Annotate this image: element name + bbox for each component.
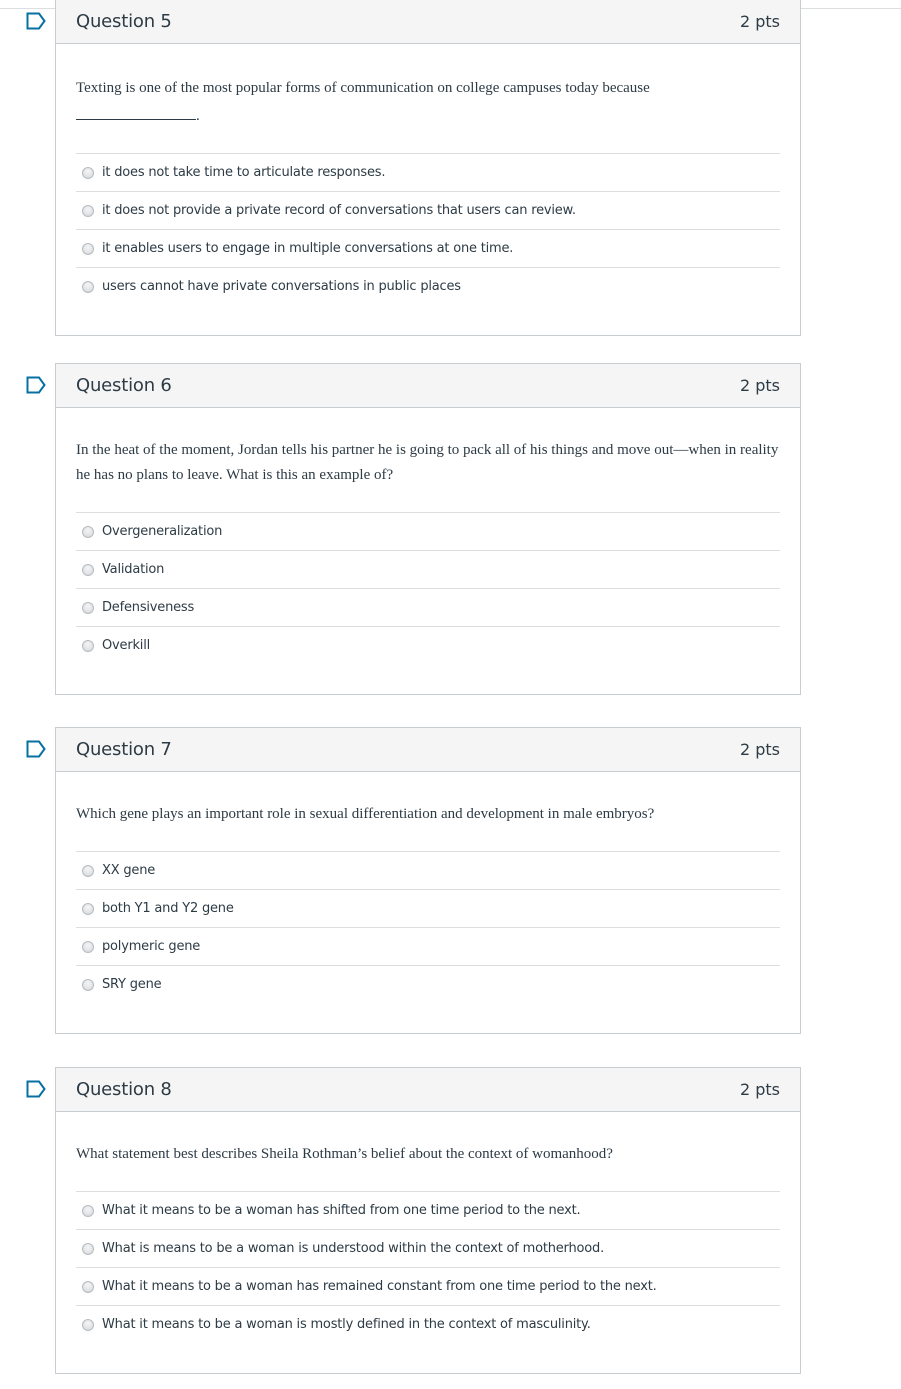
answer-label[interactable]: polymeric gene: [102, 939, 201, 954]
answer-label[interactable]: both Y1 and Y2 gene: [102, 901, 234, 916]
question-title: Question 5: [76, 11, 172, 32]
answer-option[interactable]: [76, 589, 780, 627]
question-5: [55, 0, 801, 336]
answer-label[interactable]: it does not take time to articulate responses.: [102, 165, 386, 180]
question-7: [55, 727, 801, 1034]
question-header: [56, 728, 800, 772]
question-points: 2 pts: [739, 376, 780, 395]
question-points: 2 pts: [739, 1080, 780, 1099]
answer-label[interactable]: SRY gene: [102, 977, 162, 992]
question-title: Question 6: [76, 375, 172, 396]
bookmark-flag-icon[interactable]: [26, 1080, 46, 1098]
radio-button-icon[interactable]: [82, 1319, 94, 1331]
answer-list: [76, 512, 780, 664]
answer-list: [76, 851, 780, 1003]
answer-option[interactable]: [76, 627, 780, 664]
question-8: [55, 1067, 801, 1374]
radio-button-icon[interactable]: [82, 979, 94, 991]
answer-label[interactable]: What it means to be a woman is mostly defined in the context of masculinity.: [102, 1317, 591, 1332]
answer-label[interactable]: it enables users to engage in multiple conversations at one time.: [102, 241, 514, 256]
radio-button-icon[interactable]: [82, 281, 94, 293]
question-title: Question 7: [76, 739, 172, 760]
question-text-suffix: .: [196, 108, 200, 124]
radio-button-icon[interactable]: [82, 526, 94, 538]
answer-label[interactable]: XX gene: [102, 863, 156, 878]
question-text: In the heat of the moment, Jordan tells his partner he is going to pack all of his things and move out—when in reality he has no plans to leave. What is this an example of?: [76, 442, 779, 483]
answer-list: [76, 1191, 780, 1343]
answer-list: [76, 153, 780, 305]
question-points: 2 pts: [739, 740, 780, 759]
question-header: [56, 1068, 800, 1112]
question-header: [56, 364, 800, 408]
answer-label[interactable]: What is means to be a woman is understood within the context of motherhood.: [102, 1241, 605, 1256]
answer-option[interactable]: [76, 268, 780, 305]
answer-option[interactable]: [76, 928, 780, 966]
radio-button-icon[interactable]: [82, 1281, 94, 1293]
radio-button-icon[interactable]: [82, 1205, 94, 1217]
answer-label[interactable]: it does not provide a private record of conversations that users can review.: [102, 203, 576, 218]
answer-label[interactable]: What it means to be a woman has remained constant from one time period to the next.: [102, 1279, 657, 1294]
question-text-content: Texting is one of the most popular forms of communication on college campuses today because: [76, 80, 650, 96]
question-text: Which gene plays an important role in sexual differentiation and development in male embryos?: [76, 806, 655, 822]
bookmark-flag-icon[interactable]: [26, 376, 46, 394]
bookmark-flag-icon[interactable]: [26, 12, 46, 30]
answer-option[interactable]: [76, 192, 780, 230]
answer-label[interactable]: Validation: [102, 562, 165, 577]
radio-button-icon[interactable]: [82, 640, 94, 652]
radio-button-icon[interactable]: [82, 602, 94, 614]
question-6: [55, 363, 801, 695]
answer-option[interactable]: [76, 852, 780, 890]
radio-button-icon[interactable]: [82, 941, 94, 953]
answer-option[interactable]: [76, 154, 780, 192]
question-body: [56, 408, 800, 694]
answer-label[interactable]: users cannot have private conversations in public places: [102, 279, 461, 294]
answer-option[interactable]: [76, 551, 780, 589]
bookmark-flag-icon[interactable]: [26, 740, 46, 758]
answer-option[interactable]: [76, 1230, 780, 1268]
radio-button-icon[interactable]: [82, 1243, 94, 1255]
question-body: [56, 1112, 800, 1373]
answer-option[interactable]: [76, 230, 780, 268]
fill-in-blank: [76, 101, 196, 120]
answer-label[interactable]: Overkill: [102, 638, 151, 653]
answer-option[interactable]: [76, 966, 780, 1003]
answer-label[interactable]: Defensiveness: [102, 600, 195, 615]
question-text: [76, 76, 780, 129]
question-points: 2 pts: [739, 12, 780, 31]
radio-button-icon[interactable]: [82, 205, 94, 217]
question-text: What statement best describes Sheila Rothman’s belief about the context of womanhood?: [76, 1146, 613, 1162]
answer-option[interactable]: [76, 890, 780, 928]
radio-button-icon[interactable]: [82, 903, 94, 915]
answer-label[interactable]: What it means to be a woman has shifted from one time period to the next.: [102, 1203, 581, 1218]
radio-button-icon[interactable]: [82, 564, 94, 576]
answer-option[interactable]: [76, 1306, 780, 1343]
answer-option[interactable]: [76, 1192, 780, 1230]
answer-option[interactable]: [76, 1268, 780, 1306]
question-header: [56, 0, 800, 44]
radio-button-icon[interactable]: [82, 865, 94, 877]
question-body: [56, 772, 800, 1033]
radio-button-icon[interactable]: [82, 243, 94, 255]
answer-label[interactable]: Overgeneralization: [102, 524, 223, 539]
radio-button-icon[interactable]: [82, 167, 94, 179]
question-title: Question 8: [76, 1079, 172, 1100]
question-body: [56, 44, 800, 335]
answer-option[interactable]: [76, 513, 780, 551]
